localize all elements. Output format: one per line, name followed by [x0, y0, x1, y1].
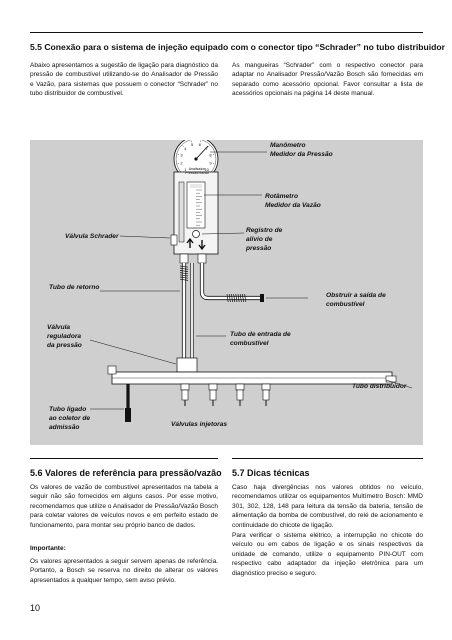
outlet-plug: [260, 294, 264, 302]
injector-body: [262, 384, 270, 390]
label-tubo-distribuidor: [352, 382, 406, 391]
hose-spring: [227, 294, 246, 302]
section-5-7-title: 5.7 Dicas técnicas: [232, 468, 310, 478]
section-5-6-p2: Os valores apresentados a seguir servem apenas de referência. Portanto, a Bosch se reserva no direito de alterar os valores apresentados a qualquer tempo, sem aviso prévio.: [30, 558, 218, 584]
label-line: Registro de: [246, 227, 283, 234]
injector-body: [181, 384, 189, 390]
label-line: ao coletor de: [49, 415, 91, 422]
section-5-6-title: 5.6 Valores de referência para pressão/vazão: [30, 468, 222, 478]
section-rule-left: [30, 458, 218, 459]
gauge-tick-label: 8: [209, 152, 212, 158]
section-rule-right: [232, 458, 423, 459]
return-hose: [202, 263, 262, 298]
top-rule: [30, 32, 423, 33]
rotameter-tube: [187, 182, 205, 228]
section-5-6-p1: Os valores de vazão de combustível apresentados na tabela a seguir não são fornecidos em alguns casos. Por esse motivo, recomendamos que utilize o Analisador de Pressão/Vazão Bosch para coletar valores de veículos novos e em perfeito estado de funcionamento, para montar seu próprio banco de dados.: [30, 484, 218, 529]
pressure-regulator: [177, 358, 197, 372]
label-line: Válvula: [47, 324, 71, 331]
label-line: Medidor da Pressão: [270, 151, 333, 158]
gauge-tick-label: 6: [198, 141, 201, 147]
section-5-7-p2: Para verificar o sistema elétrico, a interrupção no chicote do veículo ou em cabos de ligação e os sinais respectivos da unidade de comando, utilize o equipamento PIN-OUT com respectivo cabo adaptador da injeção eletrônica para um diagnóstico preciso e seguro.: [232, 532, 423, 577]
gauge-tick-label: 3: [180, 152, 183, 158]
label-valvula-reguladora: [47, 323, 82, 350]
label-line: Tubo ligado: [49, 406, 87, 413]
section-5-6-important: Importante:: [30, 545, 66, 552]
label-valvula-schrader: [65, 232, 119, 241]
label-obstruir: [326, 291, 386, 309]
gauge-tick-label: 10: [204, 167, 209, 173]
section-5-5-col1: Abaixo apresentamos a sugestão de ligação para diagnóstico da pressão de combustível utilizando-se do Analisador de Pressão e Vazão, para sistemas que possuem o conector “Schrader” no tubo distribuidor de combustível.: [30, 62, 218, 98]
injectors: [181, 384, 270, 406]
label-tubo-ligado: [49, 405, 90, 432]
label-line: da pressão: [47, 342, 82, 349]
label-line: Medidor da Vazão: [265, 202, 321, 209]
label-line: pressão: [246, 245, 272, 252]
label-line: Obstruir a saída de: [326, 292, 386, 299]
gauge-tick-label: 7: [205, 145, 208, 151]
connection-diagram: [30, 140, 423, 445]
label-line: Tubo de entrada de: [230, 331, 291, 338]
label-line: alívio de: [246, 236, 273, 243]
injector-shaft: [237, 390, 243, 400]
relief-valve-knob: [193, 231, 200, 238]
label-line: Tubo distribuidor: [352, 383, 407, 390]
gauge-caption: Analisador Pressão/Vazão: [185, 167, 209, 175]
label-line: combustível: [230, 340, 269, 347]
section-5-7-p1: Caso haja divergências nos valores obtidos no veículo, recomendamos utilizar os equipamentos Multímetro Bosch: MMD 301, 302, 128, 148 para leitura da tensão da bateria, tensão de alimentação da bomba de combustível, do relé de acionamento e continuidade do chicote de ligação.: [232, 484, 423, 529]
gauge-tick-label: 4: [184, 145, 187, 151]
rotameter-badge: [190, 184, 202, 188]
label-line: combustível: [326, 301, 365, 308]
label-tubo-entrada: [230, 330, 291, 348]
gauge-tick-label: 2: [180, 160, 183, 166]
injector-body: [209, 384, 217, 390]
label-line: Válvulas injetoras: [171, 421, 228, 428]
label-registro: [246, 226, 282, 253]
label-valvulas-injetoras: [171, 420, 227, 429]
section-5-5-col2: As mangueiras “Schrader” com o respectivo conector para adaptar no Analisador Pressão/Vazão Bosch são fornecidas em separado como acessório opcional. Favor consultar a lista de acessórios opcionais na página 14 deste manual.: [232, 62, 423, 98]
label-tubo-retorno: [49, 283, 99, 292]
injector-shaft: [263, 390, 269, 400]
gauge-tick-label: 9: [209, 160, 212, 166]
gauge-tick-label: 5: [191, 141, 194, 147]
label-line: admissão: [49, 424, 80, 431]
section-5-5-title: 5.5 Conexão para o sistema de injeção equipado com o conector tipo “Schrader” no tubo distribuidor: [30, 42, 445, 52]
label-line: reguladora: [47, 333, 82, 340]
label-line: Manômetro: [270, 142, 306, 149]
label-rotametro: [265, 192, 321, 210]
label-line: Tubo de retorno: [49, 284, 100, 291]
label-line: Válvula Schrader: [65, 233, 119, 240]
injector-shaft: [210, 390, 216, 400]
label-line: Rotâmetro: [265, 193, 298, 200]
gauge-tick-label: 1: [184, 167, 187, 173]
page-number: 10: [30, 603, 41, 613]
injector-shaft: [182, 390, 188, 400]
label-manometro: [270, 141, 333, 159]
injector-body: [236, 384, 244, 390]
